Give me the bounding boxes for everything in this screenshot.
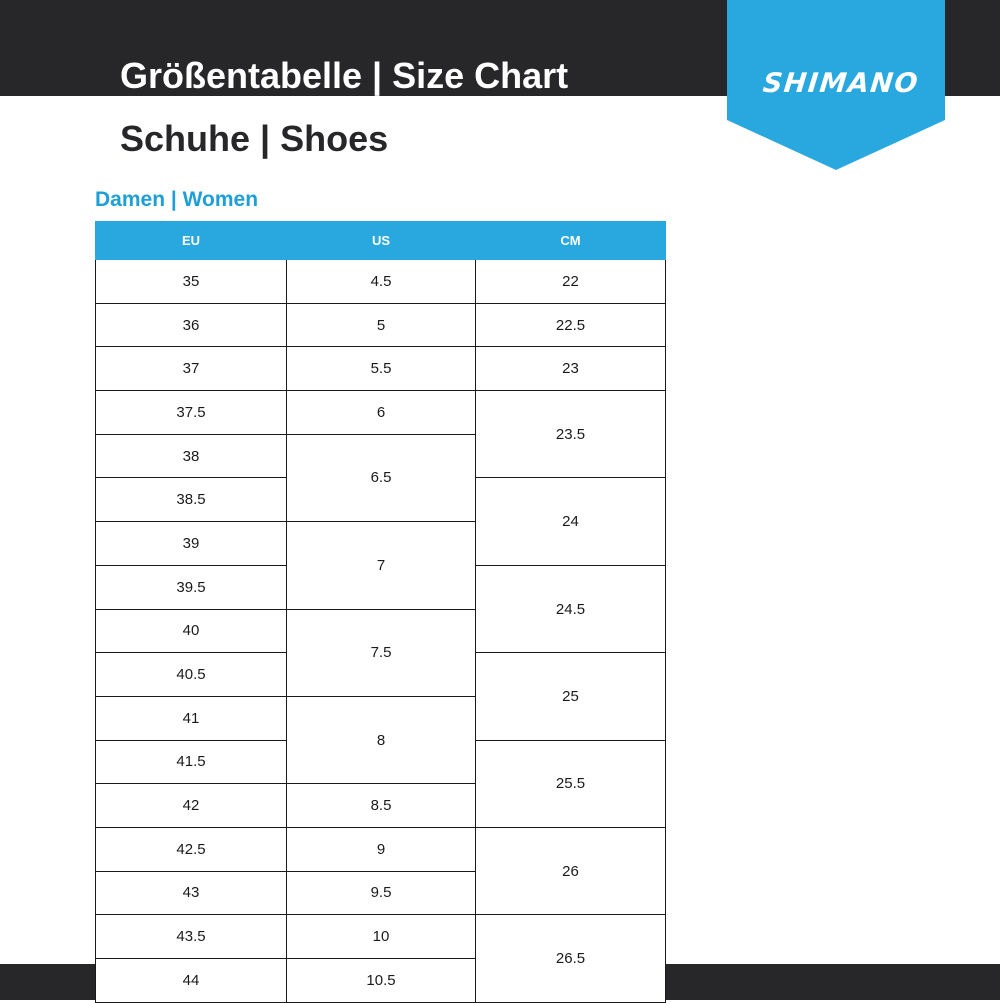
column-header-cm: CM	[476, 222, 666, 260]
cell-us: 6.5	[287, 434, 476, 521]
cell-us: 7	[287, 522, 476, 609]
cell-us: 8.5	[287, 784, 476, 828]
cell-eu: 37	[96, 347, 287, 391]
table-body	[96, 260, 666, 1003]
cell-eu: 43.5	[96, 915, 287, 959]
table-header-row	[96, 222, 666, 260]
cell-eu: 38	[96, 434, 287, 478]
cell-us: 4.5	[287, 260, 476, 304]
cell-cm: 24.5	[476, 565, 666, 652]
page-subtitle: Schuhe | Shoes	[120, 118, 389, 159]
table-row	[96, 260, 666, 304]
table-row	[96, 303, 666, 347]
table-row	[96, 347, 666, 391]
cell-us: 9	[287, 827, 476, 871]
table-row	[96, 915, 666, 959]
cell-eu: 44	[96, 959, 287, 1003]
column-header-us: US	[287, 222, 476, 260]
cell-cm: 25	[476, 653, 666, 740]
size-table	[95, 221, 666, 1003]
cell-cm: 26	[476, 827, 666, 914]
cell-cm: 26.5	[476, 915, 666, 1002]
cell-cm: 25.5	[476, 740, 666, 827]
cell-eu: 41.5	[96, 740, 287, 784]
cell-us: 8	[287, 696, 476, 783]
table-row	[96, 391, 666, 435]
cell-cm: 24	[476, 478, 666, 565]
cell-eu: 35	[96, 260, 287, 304]
cell-eu: 37.5	[96, 391, 287, 435]
cell-us: 5	[287, 303, 476, 347]
cell-eu: 40.5	[96, 653, 287, 697]
cell-us: 5.5	[287, 347, 476, 391]
section-label: Damen | Women	[95, 188, 259, 211]
cell-eu: 36	[96, 303, 287, 347]
cell-us: 10.5	[287, 959, 476, 1003]
cell-eu: 42.5	[96, 827, 287, 871]
cell-eu: 43	[96, 871, 287, 915]
cell-cm: 23.5	[476, 391, 666, 478]
cell-us: 7.5	[287, 609, 476, 696]
cell-us: 10	[287, 915, 476, 959]
cell-cm: 23	[476, 347, 666, 391]
page-title: Größentabelle | Size Chart	[120, 55, 569, 96]
cell-us: 9.5	[287, 871, 476, 915]
cell-eu: 39	[96, 522, 287, 566]
shimano-wordmark: SHIMANO	[761, 68, 921, 99]
cell-cm: 22	[476, 260, 666, 304]
cell-eu: 38.5	[96, 478, 287, 522]
cell-eu: 40	[96, 609, 287, 653]
cell-eu: 42	[96, 784, 287, 828]
cell-eu: 41	[96, 696, 287, 740]
cell-cm: 22.5	[476, 303, 666, 347]
cell-eu: 39.5	[96, 565, 287, 609]
cell-us: 6	[287, 391, 476, 435]
table-row	[96, 827, 666, 871]
column-header-eu: EU	[96, 222, 287, 260]
